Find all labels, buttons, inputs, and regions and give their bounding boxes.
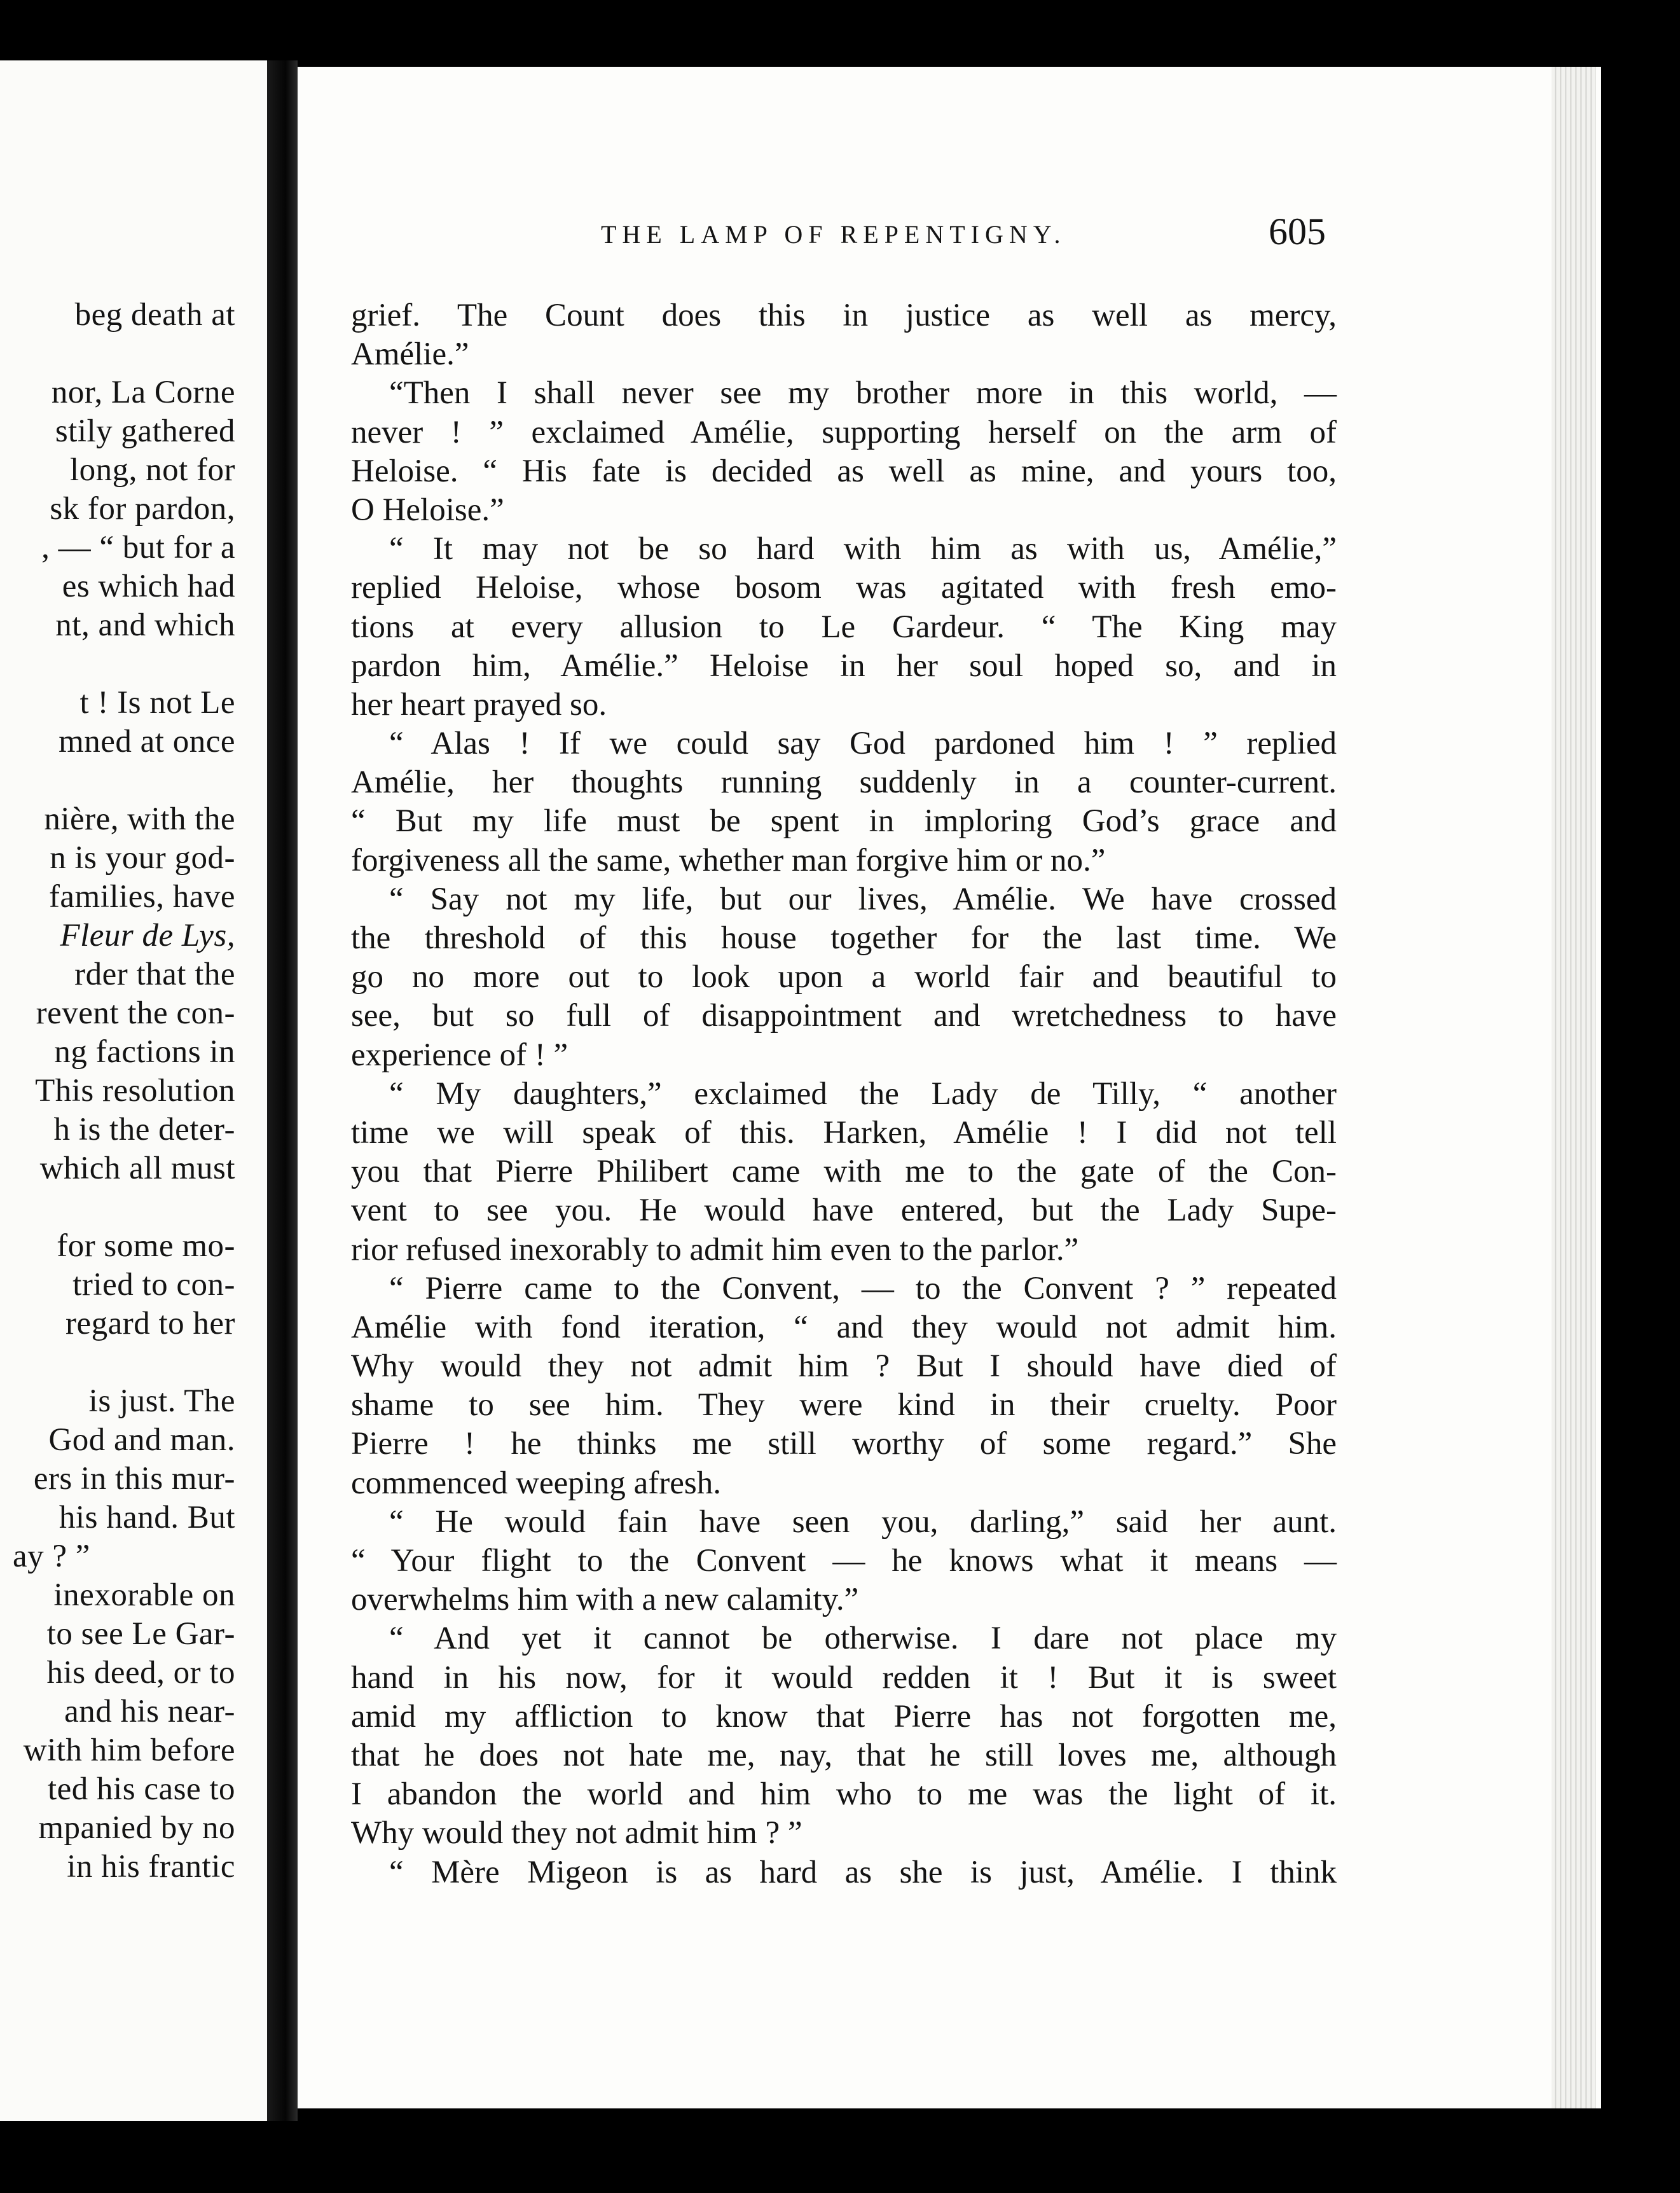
- left-line: his deed, or to: [46, 1655, 235, 1691]
- text-line: I abandon the world and him who to me was the light of it.: [351, 1776, 1337, 1813]
- text-line: “ Alas ! If we could say God pardoned him ! ” replied: [389, 726, 1337, 762]
- left-line: inexorable on: [53, 1577, 235, 1613]
- text-line: “ He would fain have seen you, darling,” said her aunt.: [389, 1504, 1337, 1540]
- text-line: “ Mère Migeon is as hard as she is just, Amélie. I think: [389, 1854, 1337, 1890]
- left-line: revent the con-: [36, 995, 235, 1031]
- running-head: THE LAMP OF REPENTIGNY.: [601, 220, 1066, 249]
- left-line: families, have: [48, 879, 235, 915]
- left-line: with him before: [23, 1733, 235, 1768]
- left-line: ng factions in: [54, 1034, 235, 1070]
- left-line: es which had: [62, 569, 235, 604]
- left-line: mpanied by no: [38, 1810, 235, 1846]
- text-line: commenced weeping afresh.: [351, 1465, 721, 1501]
- text-line: Amélie.”: [351, 336, 469, 373]
- left-line: ted his case to: [48, 1771, 235, 1807]
- left-line: to see Le Gar-: [46, 1616, 235, 1652]
- text-line: pardon him, Amélie.” Heloise in her soul hoped so, and in: [351, 647, 1337, 684]
- left-line: Fleur de Lys,: [60, 918, 235, 953]
- text-line: her heart prayed so.: [351, 686, 607, 723]
- text-line: overwhelms him with a new calamity.”: [351, 1582, 859, 1618]
- left-page-fragment: [0, 60, 267, 2121]
- left-line: long, not for: [69, 452, 235, 488]
- text-line: “ My daughters,” exclaimed the Lady de Tilly, “ another: [389, 1076, 1337, 1112]
- text-line: Why would they not admit him ? ”: [351, 1815, 802, 1851]
- text-line: vent to see you. He would have entered, but the Lady Supe-: [351, 1193, 1337, 1229]
- text-line: “ But my life must be spent in imploring God’s grace and: [351, 803, 1337, 840]
- text-line: Amélie with fond iteration, “ and they would not admit him.: [351, 1309, 1337, 1345]
- left-line: tried to con-: [72, 1267, 235, 1303]
- left-line: nière, with the: [44, 801, 235, 837]
- page-edge: [1552, 67, 1596, 2108]
- left-line: t ! Is not Le: [79, 685, 235, 721]
- left-line: God and man.: [48, 1422, 235, 1458]
- left-line: his hand. But: [59, 1500, 235, 1535]
- left-line: nt, and which: [55, 607, 235, 643]
- left-line: beg death at: [74, 297, 235, 333]
- left-line: , — “ but for a: [41, 530, 235, 565]
- left-line: sk for pardon,: [50, 491, 235, 527]
- text-line: “Then I shall never see my brother more in this world, —: [389, 375, 1337, 412]
- book-gutter: [267, 60, 298, 2121]
- text-line: “ Pierre came to the Convent, — to the Convent ? ” repeated: [389, 1270, 1337, 1306]
- text-line: amid my affliction to know that Pierre has not forgotten me,: [351, 1698, 1337, 1734]
- left-line: which all must: [39, 1151, 235, 1186]
- text-line: hand in his now, for it would redden it ! But it is sweet: [351, 1659, 1337, 1696]
- left-line: nor, La Corne: [51, 375, 235, 410]
- left-line: in his frantic: [67, 1849, 235, 1885]
- left-line: ers in this mur-: [33, 1461, 235, 1497]
- left-line: n is your god-: [50, 840, 235, 876]
- left-line: rder that the: [74, 957, 235, 992]
- text-line: see, but so full of disappointment and wretchedness to have: [351, 998, 1337, 1034]
- text-line: “ Say not my life, but our lives, Amélie. We have crossed: [389, 881, 1337, 917]
- text-line: “ It may not be so hard with him as with us, Amélie,”: [389, 531, 1337, 567]
- left-line: This resolution: [35, 1073, 235, 1109]
- text-line: forgiveness all the same, whether man forgive him or no.”: [351, 842, 1106, 878]
- left-line: is just. The: [88, 1383, 235, 1419]
- left-line: ay ? ”: [13, 1539, 90, 1574]
- left-line: mned at once: [59, 724, 235, 759]
- text-line: replied Heloise, whose bosom was agitated with fresh emo-: [351, 570, 1337, 606]
- left-line: and his near-: [64, 1694, 235, 1729]
- text-line: grief. The Count does this in justice as well as mercy,: [351, 298, 1337, 333]
- text-line: never ! ” exclaimed Amélie, supporting herself on the arm of: [351, 414, 1337, 450]
- text-line: you that Pierre Philibert came with me to the gate of the Con-: [351, 1154, 1337, 1190]
- text-line: that he does not hate me, nay, that he still loves me, although: [351, 1737, 1337, 1773]
- text-line: Heloise. “ His fate is decided as well as mine, and yours too,: [351, 453, 1337, 489]
- text-line: Pierre ! he thinks me still worthy of some regard.” She: [351, 1426, 1337, 1462]
- text-line: time we will speak of this. Harken, Amélie ! I did not tell: [351, 1114, 1337, 1151]
- body-text: [351, 296, 1337, 1892]
- text-line: shame to see him. They were kind in their cruelty. Poor: [351, 1387, 1337, 1423]
- text-line: experience of ! ”: [351, 1037, 568, 1073]
- text-line: go no more out to look upon a world fair and beautiful to: [351, 959, 1337, 995]
- text-line: “ Your flight to the Convent — he knows what it means —: [351, 1543, 1337, 1579]
- left-line: for some mo-: [57, 1228, 235, 1264]
- left-line: regard to her: [65, 1306, 235, 1341]
- text-line: rior refused inexorably to admit him even to the parlor.”: [351, 1231, 1079, 1268]
- left-line: stily gathered: [55, 413, 235, 449]
- text-line: O Heloise.”: [351, 492, 504, 528]
- left-line: h is the deter-: [53, 1112, 235, 1147]
- text-line: Why would they not admit him ? But I should have died of: [351, 1348, 1337, 1385]
- page-number: 605: [1269, 211, 1326, 253]
- text-line: Amélie, her thoughts running suddenly in a counter-current.: [351, 764, 1337, 801]
- text-line: the threshold of this house together for the last time. We: [351, 920, 1337, 956]
- text-line: “ And yet it cannot be otherwise. I dare not place my: [389, 1621, 1337, 1657]
- text-line: tions at every allusion to Le Gardeur. “ The King may: [351, 609, 1337, 645]
